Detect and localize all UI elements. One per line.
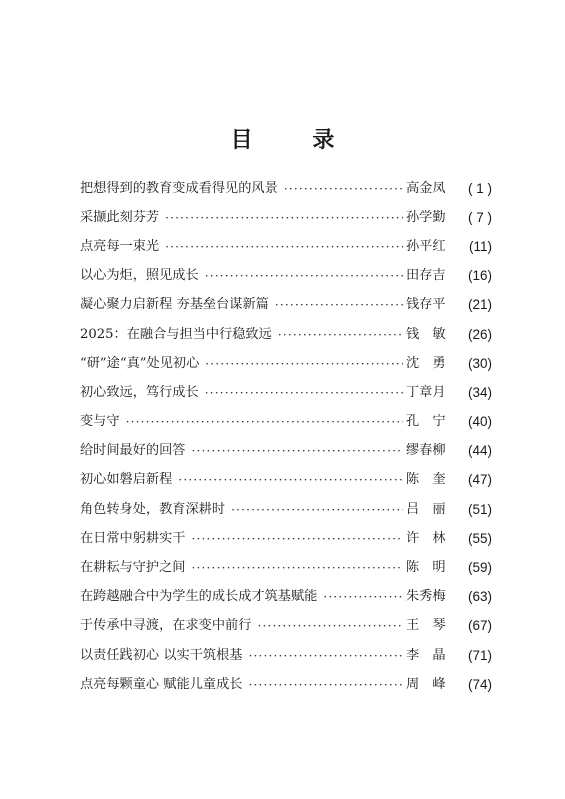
toc-list [80,174,492,699]
toc-leader-dots [275,296,403,314]
toc-entry[interactable] [80,553,492,582]
toc-entry-author: 许 林 [406,530,446,546]
toc-entry-page: (11) [468,238,492,254]
toc-entry-title: 把想得到的教育变成看得见的风景 [80,180,278,196]
toc-leader-dots [165,209,403,227]
toc-entry-author: 吕 丽 [406,501,446,517]
toc-entry-page: ( 7 ) [467,209,492,225]
toc-entry-title: 点亮每颗童心 赋能儿童成长 [80,676,243,692]
toc-entry-title: 初心致远，笃行成长 [80,384,199,400]
toc-entry-title: 凝心聚力启新程 夯基垒台谋新篇 [80,297,269,313]
toc-entry[interactable] [80,641,492,670]
toc-leader-dots [192,559,404,577]
toc-entry-title: 给时间最好的回答 [80,443,186,459]
toc-leader-dots [205,267,403,285]
toc-entry[interactable] [80,524,492,553]
toc-entry-title: 在跨越融合中为学生的成长成才筑基赋能 [80,589,318,605]
toc-entry[interactable] [80,670,492,699]
toc-leader-dots [192,442,404,460]
toc-entry-page: (51) [467,501,492,517]
toc-entry[interactable] [80,349,492,378]
toc-entry-page: (44) [467,443,492,459]
toc-entry-title: 于传承中寻渡，在求变中前行 [80,618,252,634]
toc-entry-title: 采撷此刻芬芳 [80,209,160,225]
toc-entry-title: “研”途“真”处见初心 [80,355,200,371]
toc-entry-page: (67) [467,618,492,634]
toc-entry[interactable] [80,174,492,203]
toc-entry[interactable] [80,378,492,407]
toc-entry[interactable] [80,612,492,641]
toc-entry-author: 田存吉 [406,268,446,284]
toc-entry-author: 周 峰 [406,676,446,692]
toc-entry[interactable] [80,583,492,612]
toc-entry-page: (63) [467,589,492,605]
toc-entry-title: 在日常中躬耕实干 [80,530,186,546]
toc-entry[interactable] [80,437,492,466]
toc-entry-author: 陈 奎 [406,472,446,488]
toc-entry-page: (71) [467,647,492,663]
toc-entry-author: 沈 勇 [406,355,446,371]
toc-entry-author: 孙平红 [406,238,446,254]
toc-leader-dots [165,238,403,256]
toc-entry-author: 陈 明 [406,560,446,576]
toc-entry-title: 角色转身处，教育深耕时 [80,501,226,517]
toc-leader-dots [231,501,403,519]
toc-entry-page: (59) [467,560,492,576]
toc-entry-title: 以心为炬，照见成长 [80,268,199,284]
toc-leader-dots [323,588,403,606]
toc-entry[interactable] [80,466,492,495]
toc-entry-author: 朱秀梅 [406,589,446,605]
toc-entry-author: 钱 敏 [406,326,446,342]
toc-leader-dots [248,676,403,694]
toc-entry-title: 以责任践初心 以实干筑根基 [80,647,243,663]
toc-entry-author: 高金凤 [406,180,446,196]
toc-leader-dots [192,530,404,548]
toc-entry-page: (16) [467,268,492,284]
toc-entry-author: 王 琴 [406,618,446,634]
toc-entry-author: 钱存平 [406,297,446,313]
toc-entry-page: (30) [467,355,492,371]
toc-entry-title: 2025：在融合与担当中行稳致远 [80,326,272,342]
toc-leader-dots [178,471,403,489]
toc-entry[interactable] [80,495,492,524]
toc-entry-page: ( 1 ) [467,180,492,196]
toc-entry-author: 李 晶 [406,647,446,663]
toc-title: 目 录 [230,127,361,153]
toc-entry[interactable] [80,408,492,437]
toc-entry-author: 缪春柳 [406,443,446,459]
toc-entry[interactable] [80,320,492,349]
toc-entry-page: (55) [467,530,492,546]
toc-leader-dots [284,180,403,198]
toc-entry-title: 变与守 [80,414,120,430]
toc-entry-title: 点亮每一束光 [80,238,160,254]
toc-entry[interactable] [80,232,492,261]
toc-leader-dots [248,647,403,665]
toc-entry-page: (74) [467,676,492,692]
toc-entry-page: (40) [467,414,492,430]
toc-entry[interactable] [80,262,492,291]
toc-entry-page: (47) [467,472,492,488]
toc-entry-author: 孙学勤 [406,209,446,225]
toc-entry[interactable] [80,291,492,320]
toc-leader-dots [205,355,403,373]
toc-entry-title: 初心如磐启新程 [80,472,173,488]
toc-entry-author: 孔 宁 [406,414,446,430]
toc-leader-dots [205,384,403,402]
toc-entry-page: (26) [467,326,492,342]
toc-leader-dots [126,413,403,431]
toc-leader-dots [257,617,403,635]
toc-entry-page: (34) [467,384,492,400]
toc-entry-author: 丁章月 [406,384,446,400]
toc-entry-page: (21) [467,297,492,313]
toc-entry-title: 在耕耘与守护之间 [80,560,186,576]
toc-entry[interactable] [80,203,492,232]
toc-leader-dots [278,326,403,344]
